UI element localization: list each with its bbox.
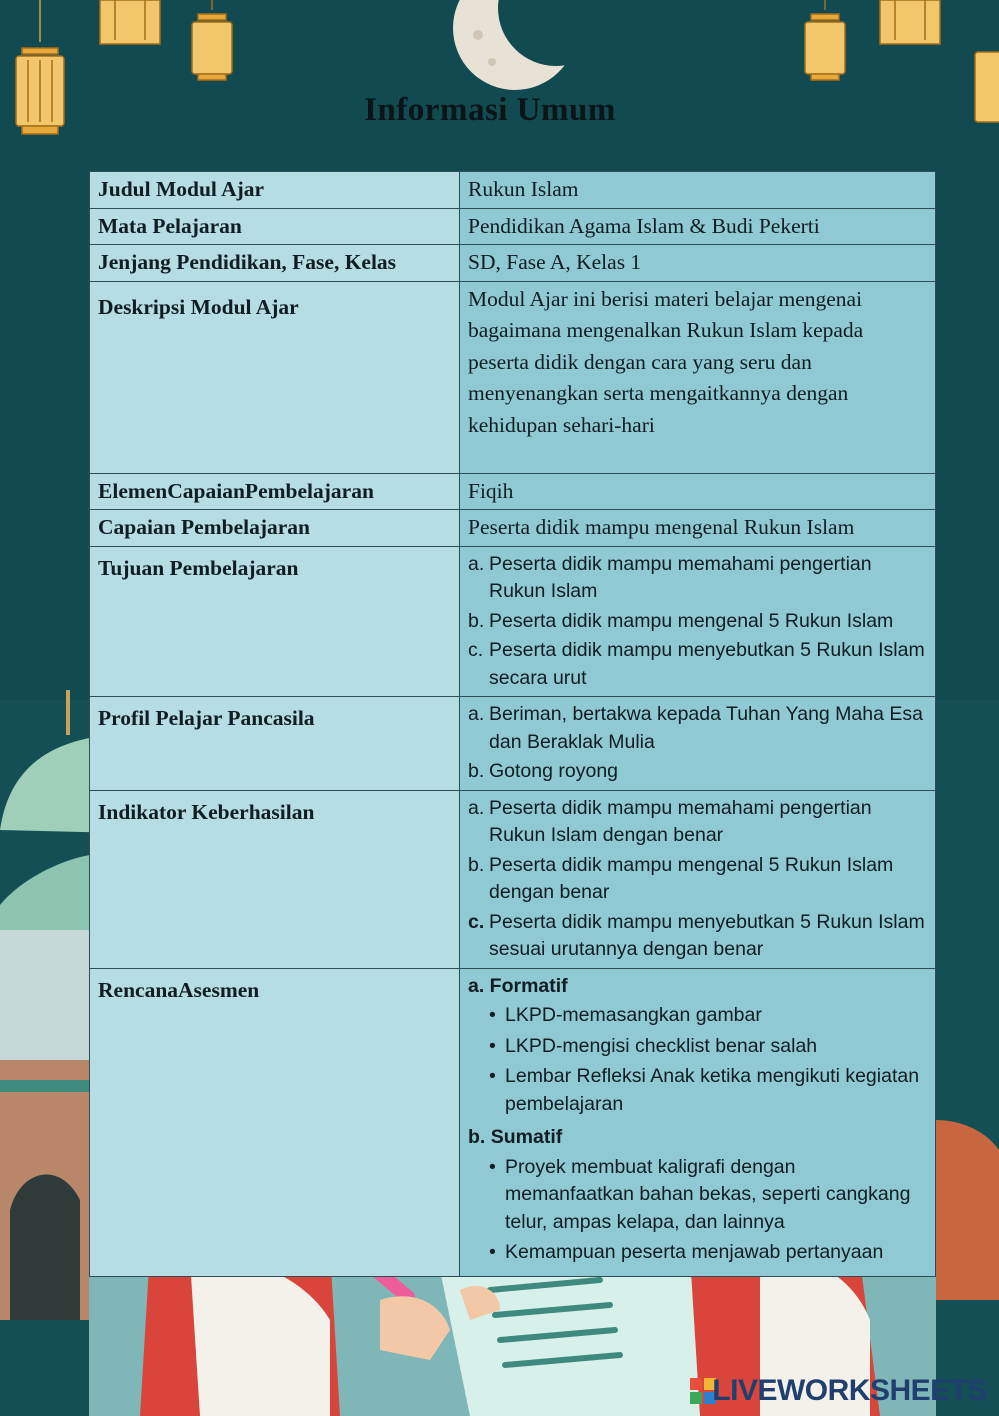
row-label: Tujuan Pembelajaran <box>90 546 460 697</box>
list-item: • LKPD-memasangkan gambar <box>489 1002 927 1030</box>
row-label: Deskripsi Modul Ajar <box>90 281 460 473</box>
table-row <box>90 245 936 282</box>
row-value: Pendidikan Agama Islam & Budi Pekerti <box>460 208 936 245</box>
list-item: b. Peserta didik mampu mengenal 5 Rukun Islam dengan benar <box>468 853 894 903</box>
lantern-icon <box>100 0 160 44</box>
list-item: c. Peserta didik mampu menyebutkan 5 Rukun Islam secara urut <box>468 639 925 689</box>
list-item: b. Peserta didik mampu mengenal 5 Rukun Islam <box>468 609 894 632</box>
list-item: a. Peserta didik mampu memahami pengertian Rukun Islam <box>468 552 872 602</box>
table-row <box>90 546 936 697</box>
table-row <box>90 172 936 209</box>
info-table <box>89 171 936 1277</box>
row-label: Mata Pelajaran <box>90 208 460 245</box>
list-item: • Lembar Refleksi Anak ketika mengikuti kegiatan pembelajaran <box>489 1063 927 1118</box>
lantern-icon <box>880 0 940 44</box>
list-item: • Kemampuan peserta menjawab pertanyaan <box>489 1239 927 1267</box>
sumatif-heading: b. Sumatif <box>468 1126 563 1148</box>
watermark[interactable]: LIVEWORKSHEETS <box>712 1374 987 1407</box>
formatif-heading: a. Formatif <box>468 974 568 997</box>
row-value: Peserta didik mampu mengenal Rukun Islam <box>460 510 936 547</box>
table-row <box>90 208 936 245</box>
profil-list <box>468 701 927 786</box>
list-item: b. Gotong royong <box>468 760 619 782</box>
indikator-list <box>468 795 927 964</box>
row-value: Fiqih <box>460 473 936 510</box>
list-item: a. Peserta didik mampu memahami pengertian Rukun Islam dengan benar <box>468 796 872 846</box>
table-row <box>90 473 936 510</box>
table-row <box>90 968 936 1276</box>
row-label: Profil Pelajar Pancasila <box>90 697 460 791</box>
table-row <box>90 697 936 791</box>
tujuan-list <box>468 551 927 693</box>
row-label: Judul Modul Ajar <box>90 172 460 209</box>
list-item: c. Peserta didik mampu menyebutkan 5 Rukun Islam sesuai urutannya dengan benar <box>468 910 925 960</box>
formatif-list <box>468 1002 927 1118</box>
row-value <box>460 546 936 697</box>
row-value: SD, Fase A, Kelas 1 <box>460 245 936 282</box>
row-label: Indikator Keberhasilan <box>90 790 460 968</box>
row-label: RencanaAsesmen <box>90 968 460 1276</box>
table-row <box>90 510 936 547</box>
row-label: Capaian Pembelajaran <box>90 510 460 547</box>
row-label: ElemenCapaianPembelajaran <box>90 473 460 510</box>
row-value <box>460 968 936 1276</box>
list-item: • Proyek membuat kaligrafi dengan memanfaatkan bahan bekas, seperti cangkang telur, ampas kelapa, dan lainnya <box>489 1154 927 1237</box>
table-row <box>90 281 936 473</box>
list-item: • LKPD-mengisi checklist benar salah <box>489 1033 927 1061</box>
list-item: a. Beriman, bertakwa kepada Tuhan Yang Maha Esa dan Beraklak Mulia <box>468 703 923 753</box>
row-value <box>460 790 936 968</box>
table-row <box>90 790 936 968</box>
row-value: Modul Ajar ini berisi materi belajar mengenai bagaimana mengenalkan Rukun Islam kepada peserta didik dengan cara yang seru dan menyenangkan serta mengaitkannya dengan kehidupan sehari-hari <box>460 281 936 473</box>
row-label: Jenjang Pendidikan, Fase, Kelas <box>90 245 460 282</box>
page-title: Informasi Umum <box>364 92 616 128</box>
sumatif-list <box>468 1154 927 1267</box>
row-value <box>460 697 936 791</box>
row-value: Rukun Islam <box>460 172 936 209</box>
